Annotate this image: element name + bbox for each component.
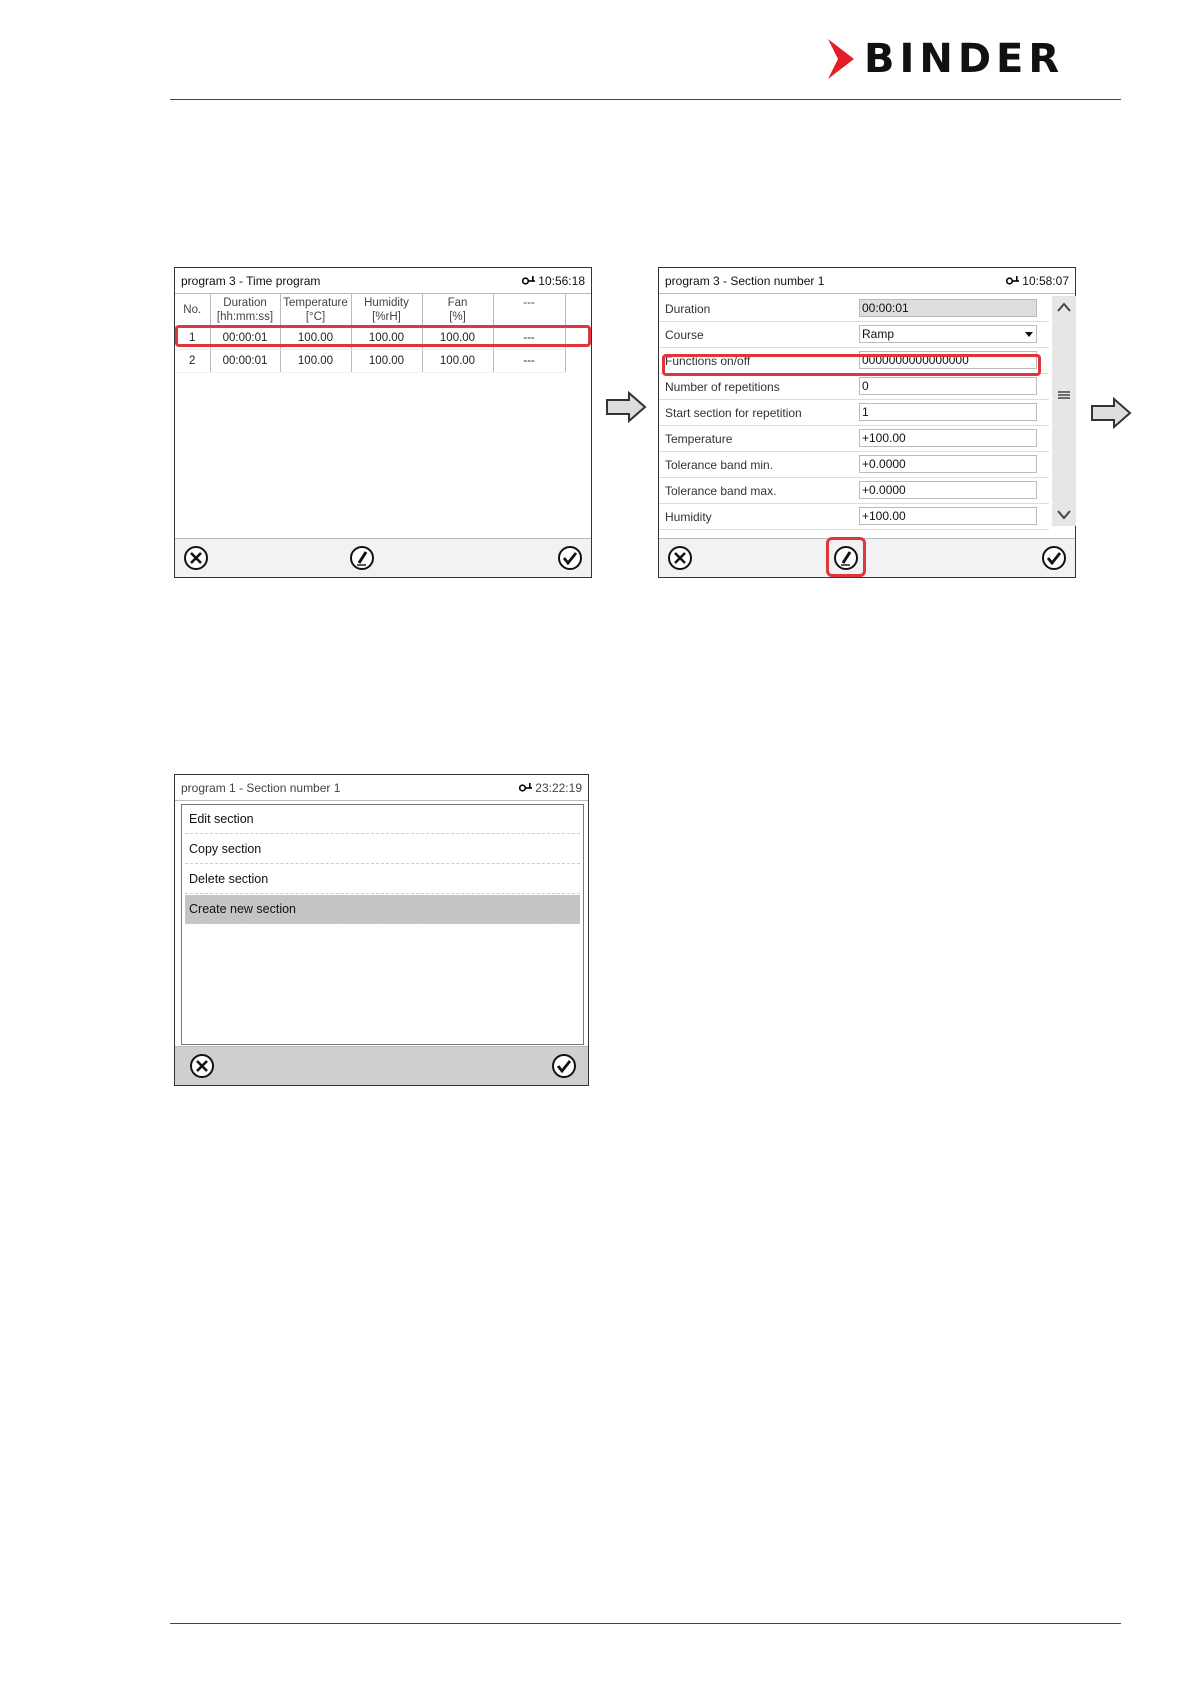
cell-duration: 00:00:01 bbox=[210, 327, 280, 350]
menu-item-delete-section[interactable]: Delete section bbox=[185, 865, 580, 894]
param-label: Tolerance band max. bbox=[665, 484, 777, 498]
course-select[interactable]: Ramp bbox=[859, 325, 1037, 343]
cancel-button[interactable] bbox=[189, 1053, 215, 1079]
param-row-temperature[interactable] bbox=[659, 426, 1049, 452]
cancel-x-icon bbox=[667, 545, 693, 571]
param-row-start-section[interactable] bbox=[659, 400, 1049, 426]
param-value[interactable]: +0.0000 bbox=[859, 455, 1037, 473]
menu-lines-icon[interactable] bbox=[1057, 390, 1071, 400]
checkmark-icon bbox=[551, 1053, 577, 1079]
clock-time: 10:56:18 bbox=[538, 273, 585, 288]
menu-item-edit-section[interactable]: Edit section bbox=[185, 805, 580, 834]
confirm-button[interactable] bbox=[557, 545, 583, 571]
clock-time: 23:22:19 bbox=[535, 780, 582, 795]
cell-humidity: 100.00 bbox=[351, 350, 422, 373]
cell-temperature: 100.00 bbox=[280, 350, 351, 373]
footer-rule bbox=[170, 1623, 1121, 1624]
param-label: Functions on/off bbox=[665, 354, 751, 368]
chevron-down-icon[interactable] bbox=[1057, 510, 1071, 520]
param-row-tol-min[interactable] bbox=[659, 452, 1049, 478]
col-temperature: Temperature [°C] bbox=[280, 294, 351, 327]
param-row-duration[interactable] bbox=[659, 296, 1049, 322]
param-value[interactable]: +100.00 bbox=[859, 507, 1037, 525]
key-icon bbox=[519, 782, 532, 793]
checkmark-icon bbox=[1041, 545, 1067, 571]
cell-fan: 100.00 bbox=[422, 350, 493, 373]
param-value[interactable]: 1 bbox=[859, 403, 1037, 421]
edit-highlight bbox=[826, 537, 866, 577]
checkmark-icon bbox=[557, 545, 583, 571]
edit-pencil-icon bbox=[349, 545, 375, 571]
param-label: Humidity bbox=[665, 510, 712, 524]
cell-duration: 00:00:01 bbox=[210, 350, 280, 373]
title-bar bbox=[175, 775, 588, 801]
menu-item-copy-section[interactable]: Copy section bbox=[185, 835, 580, 864]
cell-extra: --- bbox=[493, 327, 565, 350]
footer-bar bbox=[659, 538, 1075, 577]
col-duration: Duration [hh:mm:ss] bbox=[210, 294, 280, 327]
binder-logo bbox=[826, 38, 1064, 80]
param-value[interactable]: 0 bbox=[859, 377, 1037, 395]
param-value[interactable]: +0.0000 bbox=[859, 481, 1037, 499]
menu-item-create-new-section[interactable]: Create new section bbox=[185, 895, 580, 924]
cell-no: 1 bbox=[175, 327, 210, 350]
key-icon bbox=[522, 275, 535, 286]
functions-highlight bbox=[662, 354, 1041, 376]
cell-extra: --- bbox=[493, 350, 565, 373]
cell-fan: 100.00 bbox=[422, 327, 493, 350]
col-humidity: Humidity [%rH] bbox=[351, 294, 422, 327]
chevron-up-icon[interactable] bbox=[1057, 302, 1071, 312]
cancel-button[interactable] bbox=[183, 545, 209, 571]
title-bar bbox=[175, 268, 591, 294]
screen-title: program 3 - Time program bbox=[181, 273, 321, 288]
cancel-x-icon bbox=[189, 1053, 215, 1079]
clock-time: 10:58:07 bbox=[1022, 273, 1069, 288]
col-extra: --- bbox=[493, 294, 565, 327]
param-label: Temperature bbox=[665, 432, 733, 446]
confirm-button[interactable] bbox=[551, 1053, 577, 1079]
cancel-x-icon bbox=[183, 545, 209, 571]
col-fan: Fan [%] bbox=[422, 294, 493, 327]
title-bar bbox=[659, 268, 1075, 294]
screen-time-program bbox=[174, 267, 592, 578]
cell-temperature: 100.00 bbox=[280, 327, 351, 350]
screen-title: program 1 - Section number 1 bbox=[181, 780, 341, 795]
param-row-humidity[interactable] bbox=[659, 504, 1049, 530]
edit-button[interactable] bbox=[349, 545, 375, 571]
cell-humidity: 100.00 bbox=[351, 327, 422, 350]
screen-title: program 3 - Section number 1 bbox=[665, 273, 825, 288]
confirm-button[interactable] bbox=[1041, 545, 1067, 571]
col-no: No. bbox=[175, 294, 210, 327]
table-row[interactable] bbox=[175, 350, 565, 373]
param-label: Tolerance band min. bbox=[665, 458, 774, 472]
key-icon bbox=[1006, 275, 1019, 286]
dropdown-triangle-icon bbox=[1025, 332, 1033, 337]
cancel-button[interactable] bbox=[667, 545, 693, 571]
param-row-course[interactable] bbox=[659, 322, 1049, 348]
param-value[interactable]: 0000000000000000 bbox=[859, 351, 1037, 369]
cell-no: 2 bbox=[175, 350, 210, 373]
screen-section-settings bbox=[658, 267, 1076, 578]
logo-mark-icon bbox=[826, 39, 856, 79]
param-label: Duration bbox=[665, 302, 711, 316]
footer-bar bbox=[175, 538, 591, 577]
footer-bar bbox=[175, 1046, 588, 1085]
logo-text: BINDER bbox=[864, 36, 1065, 82]
right-arrow-icon bbox=[1090, 397, 1132, 429]
param-label: Start section for repetition bbox=[665, 406, 802, 420]
table-header-row bbox=[175, 294, 565, 327]
param-row-tol-max[interactable] bbox=[659, 478, 1049, 504]
right-arrow-icon bbox=[605, 391, 647, 423]
scrollbar[interactable] bbox=[1052, 296, 1076, 526]
context-menu bbox=[181, 804, 584, 1045]
param-label: Number of repetitions bbox=[665, 380, 780, 394]
param-row-repetitions[interactable] bbox=[659, 374, 1049, 400]
param-value[interactable]: 00:00:01 bbox=[859, 299, 1037, 317]
header-rule bbox=[170, 99, 1121, 100]
param-value[interactable]: +100.00 bbox=[859, 429, 1037, 447]
screen-section-menu bbox=[174, 774, 589, 1086]
param-label: Course bbox=[665, 328, 704, 342]
row-highlight bbox=[175, 325, 591, 347]
